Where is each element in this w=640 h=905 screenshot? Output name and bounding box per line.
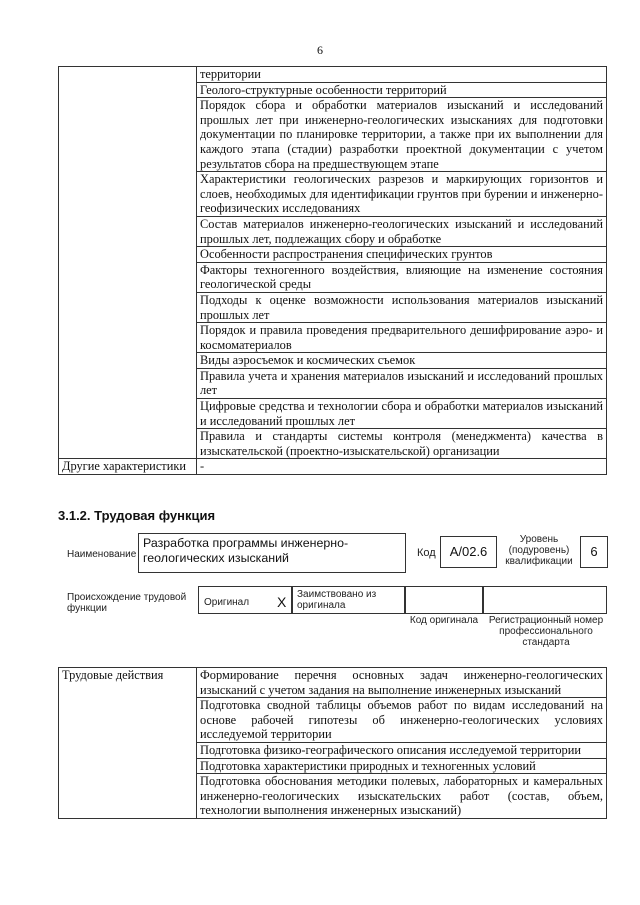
knowledge-item: Правила учета и хранения материалов изысканий и исследований прошлых лет	[197, 368, 607, 398]
labor-actions-table	[58, 667, 607, 819]
labor-action-item: Подготовка обоснования методики полевых, лабораторных и камеральных инженерно-геологических изыскательских работ (состав, объем, технологии выполнения инженерных изысканий)	[197, 774, 607, 819]
registration-caption: Регистрационный номер профессионального стандарта	[488, 615, 604, 648]
function-level: 6	[580, 536, 608, 568]
labor-action-item: Подготовка физико-географического описания исследуемой территории	[197, 742, 607, 758]
knowledge-item: Порядок и правила проведения предварительного дешифрирование аэро- и космоматериалов	[197, 323, 607, 353]
labor-action-item: Подготовка сводной таблицы объемов работ по видам исследований на основе рабочей гипотезы об инженерно-геологических условиях исследуемой территории	[197, 698, 607, 743]
original-box	[198, 586, 292, 614]
level-label: Уровень (подуровень) квалификации	[505, 534, 573, 567]
knowledge-item: Геолого-структурные особенности территорий	[197, 82, 607, 98]
table-row	[59, 459, 607, 475]
knowledge-item: Состав материалов инженерно-геологических изысканий и исследований прошлых лет, подлежащих сбору и обработке	[197, 216, 607, 246]
knowledge-table	[58, 66, 607, 475]
section-title: 3.1.2. Трудовая функция	[58, 508, 216, 523]
code-caption: Код оригинала	[409, 615, 479, 626]
table-row	[59, 67, 607, 83]
knowledge-label-cell	[59, 67, 197, 459]
knowledge-item: Характеристики геологических разрезов и маркирующих горизонтов и слоев, необходимых для идентификации грунтов при бурении и инженерно-геофизических исследованиях	[197, 172, 607, 217]
function-name: Разработка программы инженерно-геологических изысканий	[138, 533, 406, 573]
knowledge-item: Подходы к оценке возможности использования материалов изысканий прошлых лет	[197, 292, 607, 322]
labor-actions-label: Трудовые действия	[59, 668, 197, 819]
page-number: 6	[317, 43, 323, 57]
original-code-box	[405, 586, 483, 614]
name-label: Наименование	[67, 549, 137, 560]
knowledge-item: Цифровые средства и технологии сбора и обработки материалов изысканий и исследований прошлых лет	[197, 399, 607, 429]
origin-label: Происхождение трудовой функции	[67, 592, 187, 614]
registration-number-box	[483, 586, 607, 614]
knowledge-item: территории	[197, 67, 607, 83]
knowledge-item: Порядок сбора и обработки материалов изысканий и исследований прошлых лет при инженерно-геологических изысканиях для подготовки документации по планировке территории, а также при их выполнении для каждого этапа (стадии) разработки проектной документации с учетом результатов сбора на предшествующем этапе	[197, 98, 607, 172]
labor-action-item: Формирование перечня основных задач инженерно-геологических изысканий с учетом задания на выполнение инженерных изысканий	[197, 668, 607, 698]
code-label: Код	[417, 547, 436, 559]
knowledge-item: Правила и стандарты системы контроля (менеджмента) качества в изыскательской (проектно-изыскательской) организации	[197, 429, 607, 459]
knowledge-item: Виды аэросъемок и космических съемок	[197, 353, 607, 369]
original-mark: X	[277, 594, 287, 610]
borrowed-label: Заимствовано из оригинала	[297, 589, 377, 611]
original-label: Оригинал	[204, 597, 250, 608]
function-code: А/02.6	[440, 536, 497, 568]
other-characteristics-label: Другие характеристики	[59, 459, 197, 475]
knowledge-item: Особенности распространения специфических грунтов	[197, 247, 607, 263]
table-row	[59, 668, 607, 698]
borrowed-box	[292, 586, 405, 614]
knowledge-item: Факторы техногенного воздействия, влияющие на изменение состояния геологической среды	[197, 262, 607, 292]
labor-action-item: Подготовка характеристики природных и техногенных условий	[197, 758, 607, 774]
other-characteristics-value: -	[197, 459, 607, 475]
